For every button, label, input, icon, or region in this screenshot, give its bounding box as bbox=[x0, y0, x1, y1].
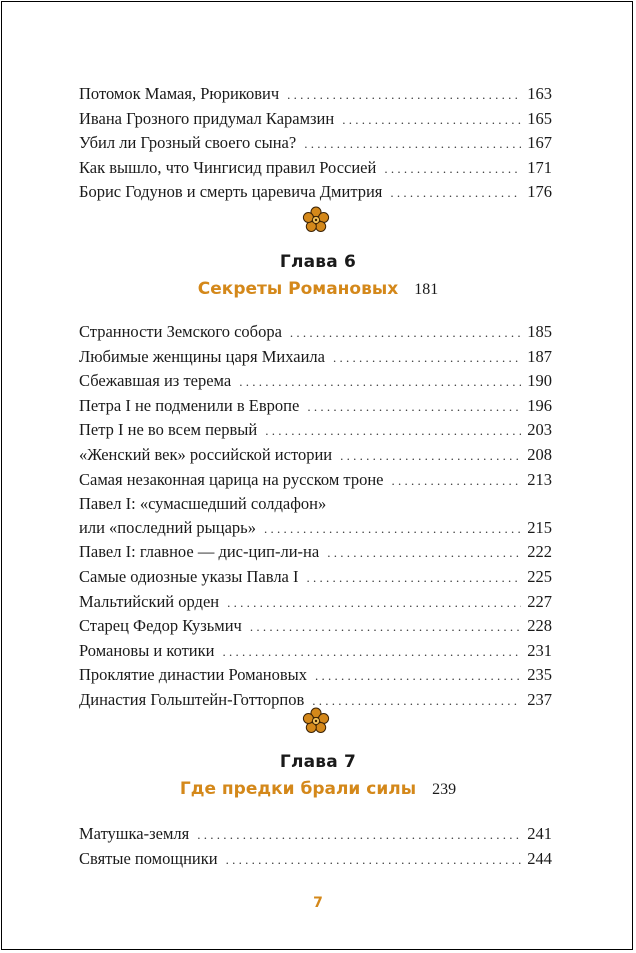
flower-ornament-icon bbox=[302, 206, 330, 234]
toc-entry[interactable]: Убил ли Грозный своего сына? . . . 167 bbox=[79, 131, 552, 156]
toc-entry[interactable]: Святые помощники . . . 244 bbox=[79, 847, 552, 872]
page-number: 222 bbox=[527, 542, 552, 562]
dot-leader bbox=[307, 566, 522, 590]
dot-leader bbox=[333, 346, 521, 370]
dot-leader bbox=[287, 83, 521, 107]
chapter-7-heading bbox=[0, 752, 636, 799]
toc-entry[interactable]: Петр I не во всем первый . . . 203 bbox=[79, 418, 552, 443]
dot-leader bbox=[307, 395, 521, 419]
page-number: 176 bbox=[527, 182, 552, 202]
page-number: 163 bbox=[527, 84, 552, 103]
chapter-title[interactable]: Секреты Романовых bbox=[197, 279, 399, 299]
toc-entry[interactable]: Странности Земского собора . . . 185 bbox=[79, 320, 552, 345]
page-number: 196 bbox=[527, 395, 552, 415]
toc-entry[interactable]: Мальтийский орден . . . 227 bbox=[79, 590, 552, 615]
dot-leader bbox=[290, 321, 521, 345]
toc-entry[interactable]: Павел I: главное — дис-цип-ли-на . . . 222 bbox=[79, 540, 552, 565]
dot-leader bbox=[340, 444, 521, 468]
dot-leader bbox=[226, 848, 522, 872]
page-number: 241 bbox=[527, 824, 552, 843]
toc-entry[interactable]: Старец Федор Кузьмич . . . 228 bbox=[79, 614, 552, 639]
dot-leader bbox=[342, 108, 521, 132]
toc-entry[interactable]: или «последний рыцарь» . . . 215 bbox=[79, 516, 552, 541]
toc-list-chapter-6 bbox=[79, 320, 552, 713]
page-number: 228 bbox=[527, 616, 552, 636]
dot-leader bbox=[304, 132, 521, 156]
page-number: 237 bbox=[527, 689, 552, 709]
chapter-label: Глава 7 bbox=[279, 752, 357, 772]
toc-entry[interactable]: Ивана Грозного придумал Карамзин . . . 165 bbox=[79, 107, 552, 132]
page-number: 171 bbox=[527, 157, 552, 177]
dot-leader bbox=[390, 181, 521, 205]
page-number: 244 bbox=[527, 848, 552, 868]
page-number: 167 bbox=[527, 133, 552, 153]
page-number: 185 bbox=[527, 322, 552, 341]
page-number: 235 bbox=[527, 665, 552, 685]
dot-leader bbox=[312, 689, 521, 713]
flower-ornament-icon bbox=[302, 707, 330, 735]
chapter-title[interactable]: Где предки брали силы bbox=[179, 779, 417, 799]
toc-list-chapter-7 bbox=[79, 822, 552, 871]
toc-entry[interactable]: Самая незаконная царица на русском троне . . . 213 bbox=[79, 468, 552, 493]
dot-leader bbox=[250, 615, 521, 639]
toc-entry[interactable]: «Женский век» российской истории . . . 208 bbox=[79, 443, 552, 468]
toc-entry[interactable]: Сбежавшая из терема . . . 190 bbox=[79, 369, 552, 394]
page-number: 190 bbox=[527, 371, 552, 391]
toc-entry[interactable]: Романовы и котики . . . 231 bbox=[79, 639, 552, 664]
dot-leader bbox=[384, 157, 521, 181]
dot-leader bbox=[392, 469, 522, 493]
toc-entry[interactable]: Потомок Мамая, Рюрикович . . . 163 bbox=[79, 82, 552, 107]
page-number: 213 bbox=[527, 469, 552, 489]
toc-entry[interactable]: Борис Годунов и смерть царевича Дмитрия . . . 176 bbox=[79, 180, 552, 205]
page-number: 231 bbox=[527, 640, 552, 660]
dot-leader bbox=[227, 591, 521, 615]
page-number: 215 bbox=[527, 517, 552, 537]
dot-leader bbox=[264, 517, 521, 541]
toc-list-chapter-5-end bbox=[79, 82, 552, 205]
toc-entry[interactable]: Династия Гольштейн-Готторпов . . . 237 bbox=[79, 688, 552, 713]
dot-leader bbox=[265, 419, 521, 443]
page-number: 187 bbox=[527, 346, 552, 366]
chapter-label: Глава 6 bbox=[279, 252, 357, 272]
page-number: 203 bbox=[527, 420, 552, 440]
chapter-page-number: 239 bbox=[432, 781, 457, 798]
page-number: 225 bbox=[527, 566, 552, 586]
toc-entry[interactable]: Петра I не подменили в Европе . . . 196 bbox=[79, 394, 552, 419]
folio-page-number: 7 bbox=[313, 895, 323, 911]
toc-entry[interactable]: Любимые женщины царя Михаила . . . 187 bbox=[79, 345, 552, 370]
chapter-6-heading bbox=[0, 252, 636, 299]
dot-leader bbox=[223, 640, 522, 664]
dot-leader bbox=[315, 664, 521, 688]
page-number: 227 bbox=[527, 591, 552, 611]
toc-entry[interactable]: Самые одиозные указы Павла I . . . 225 bbox=[79, 565, 552, 590]
dot-leader bbox=[239, 370, 521, 394]
toc-entry-first-line[interactable]: Павел I: «сумасшедший солдафон» bbox=[79, 494, 327, 514]
page-number: 165 bbox=[527, 108, 552, 128]
toc-entry[interactable]: Матушка-земля . . . 241 bbox=[79, 822, 552, 847]
dot-leader bbox=[197, 823, 521, 847]
dot-leader bbox=[327, 541, 521, 565]
toc-entry[interactable]: Проклятие династии Романовых . . . 235 bbox=[79, 663, 552, 688]
chapter-page-number: 181 bbox=[414, 281, 439, 298]
page-number: 208 bbox=[527, 444, 552, 464]
toc-entry[interactable]: Как вышло, что Чингисид правил Россией . . . 171 bbox=[79, 156, 552, 181]
